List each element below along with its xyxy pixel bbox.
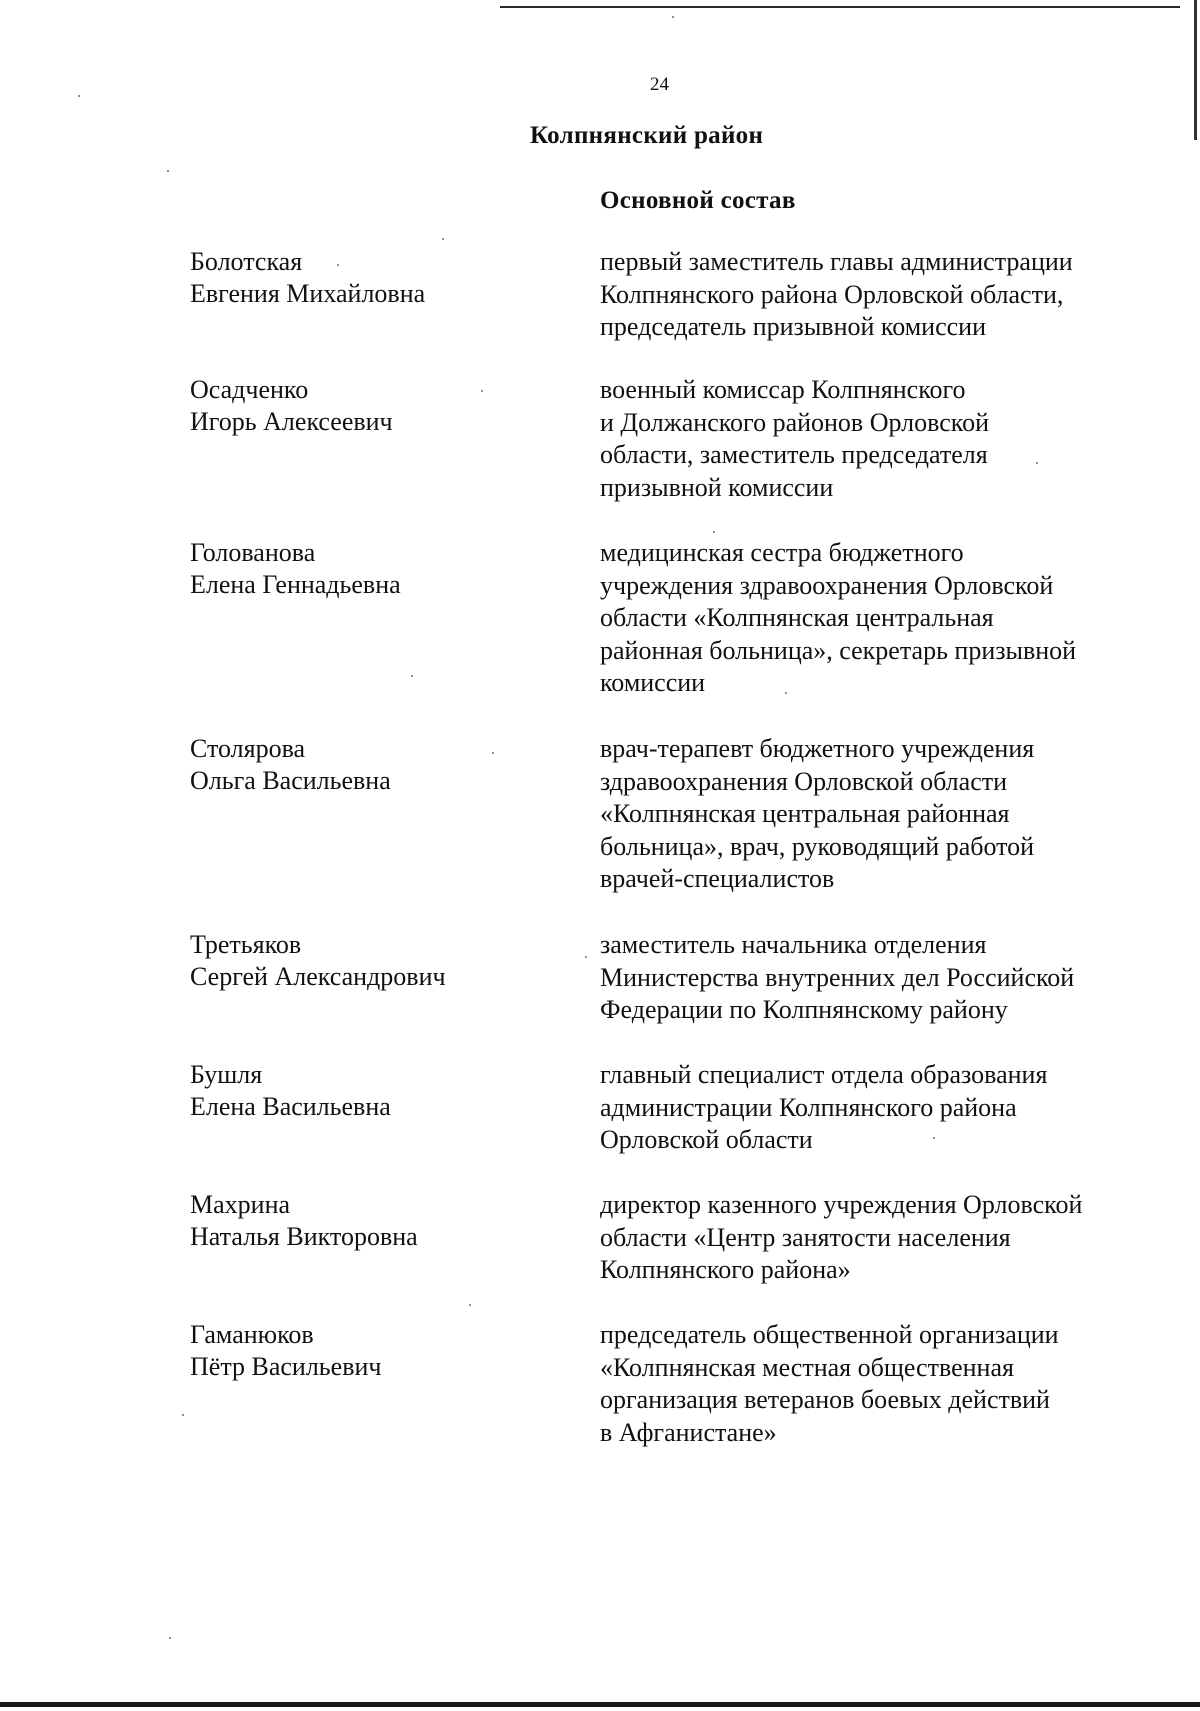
member-role	[600, 929, 1160, 1027]
member-name	[190, 1319, 550, 1383]
member-role-line: больница», врач, руководящий работой	[600, 831, 1035, 861]
member-surname: Гаманюков	[190, 1320, 314, 1349]
member-role-line: Министерства внутренних дел Российской	[600, 962, 1075, 992]
scan-speck	[469, 1304, 471, 1306]
member-role-line: в Афганистане»	[600, 1417, 777, 1447]
member-role	[600, 246, 1160, 344]
member-role	[600, 1059, 1160, 1157]
member-role	[600, 733, 1160, 896]
member-role-line: медицинская сестра бюджетного	[600, 538, 964, 567]
scan-speck	[78, 95, 80, 97]
member-role-line: области «Колпнянская центральная	[600, 603, 994, 632]
member-role-line: заместитель начальника отделения	[600, 930, 987, 959]
member-surname: Осадченко	[190, 375, 309, 404]
scan-speck	[442, 238, 444, 240]
member-given-names: Евгения Михайловна	[190, 279, 426, 308]
scan-speck	[411, 675, 413, 677]
member-given-names: Наталья Викторовна	[190, 1222, 418, 1251]
member-surname: Столярова	[190, 734, 306, 763]
member-given-names: Сергей Александрович	[190, 962, 446, 991]
member-role	[600, 537, 1160, 700]
member-name	[190, 374, 550, 438]
scan-speck	[492, 752, 494, 754]
member-name	[190, 246, 550, 310]
member-name	[190, 1189, 550, 1253]
member-role-line: председатель общественной организации	[600, 1320, 1059, 1349]
member-surname: Болотская	[190, 247, 303, 276]
section-title: Основной состав	[600, 187, 796, 214]
member-role-line: первый заместитель главы администрации	[600, 247, 1073, 276]
member-role-line: врач-терапевт бюджетного учреждения	[600, 734, 1035, 763]
scan-speck	[933, 1137, 935, 1139]
member-role-line: «Колпнянская центральная районная	[600, 799, 1010, 828]
scan-speck	[1036, 462, 1038, 464]
member-name	[190, 537, 550, 601]
member-surname: Голованова	[190, 538, 316, 567]
scan-speck	[182, 1414, 184, 1416]
page-number: 24	[650, 74, 669, 95]
member-given-names: Ольга Васильевна	[190, 766, 391, 795]
member-role-line: врачей-специалистов	[600, 864, 835, 893]
member-role-line: области, заместитель председателя	[600, 440, 988, 469]
member-role-line: главный специалист отдела образования	[600, 1060, 1048, 1089]
scan-speck	[713, 531, 715, 533]
member-role	[600, 1189, 1160, 1287]
scan-speck	[481, 390, 483, 392]
district-title: Колпнянский район	[530, 122, 764, 149]
member-name	[190, 1059, 550, 1123]
member-role-line: Федерации по Колпнянскому району	[600, 995, 1008, 1024]
member-name	[190, 733, 550, 797]
scan-speck	[785, 692, 787, 694]
member-surname: Третьяков	[190, 930, 302, 959]
right-scan-edge-line	[1194, 0, 1197, 140]
member-given-names: Елена Геннадьевна	[190, 570, 401, 599]
scan-speck	[672, 16, 674, 18]
member-role-line: председатель призывной комиссии	[600, 312, 986, 341]
member-surname: Бушля	[190, 1060, 263, 1089]
member-role	[600, 1319, 1160, 1449]
top-scan-edge-line	[500, 6, 1180, 8]
member-role-line: призывной комиссии	[600, 472, 834, 502]
member-role-line: администрации Колпнянского района	[600, 1092, 1017, 1122]
member-role	[600, 374, 1160, 504]
member-surname: Махрина	[190, 1190, 291, 1219]
member-name	[190, 929, 550, 993]
member-role-line: организация ветеранов боевых действий	[600, 1385, 1050, 1414]
member-role-line: комиссии	[600, 668, 706, 697]
member-role-line: учреждения здравоохранения Орловской	[600, 570, 1054, 600]
bottom-scan-edge-line	[0, 1702, 1200, 1707]
scan-speck	[337, 264, 339, 266]
scan-speck	[167, 170, 169, 172]
member-role-line: районная больница», секретарь призывной	[600, 635, 1077, 665]
member-role-line: Колпнянского района»	[600, 1255, 851, 1284]
member-role-line: «Колпнянская местная общественная	[600, 1352, 1014, 1382]
member-given-names: Елена Васильевна	[190, 1092, 391, 1121]
scan-speck	[585, 956, 587, 958]
member-role-line: здравоохранения Орловской области	[600, 766, 1008, 796]
member-role-line: и Должанского районов Орловской	[600, 407, 990, 437]
member-role-line: Колпнянского района Орловской области,	[600, 279, 1064, 309]
member-given-names: Пётр Васильевич	[190, 1352, 382, 1381]
member-role-line: Орловской области	[600, 1125, 813, 1154]
scan-speck	[169, 1637, 171, 1639]
member-given-names: Игорь Алексеевич	[190, 407, 393, 436]
member-role-line: военный комиссар Колпнянского	[600, 375, 966, 404]
member-role-line: области «Центр занятости населения	[600, 1222, 1011, 1252]
member-role-line: директор казенного учреждения Орловской	[600, 1190, 1083, 1219]
